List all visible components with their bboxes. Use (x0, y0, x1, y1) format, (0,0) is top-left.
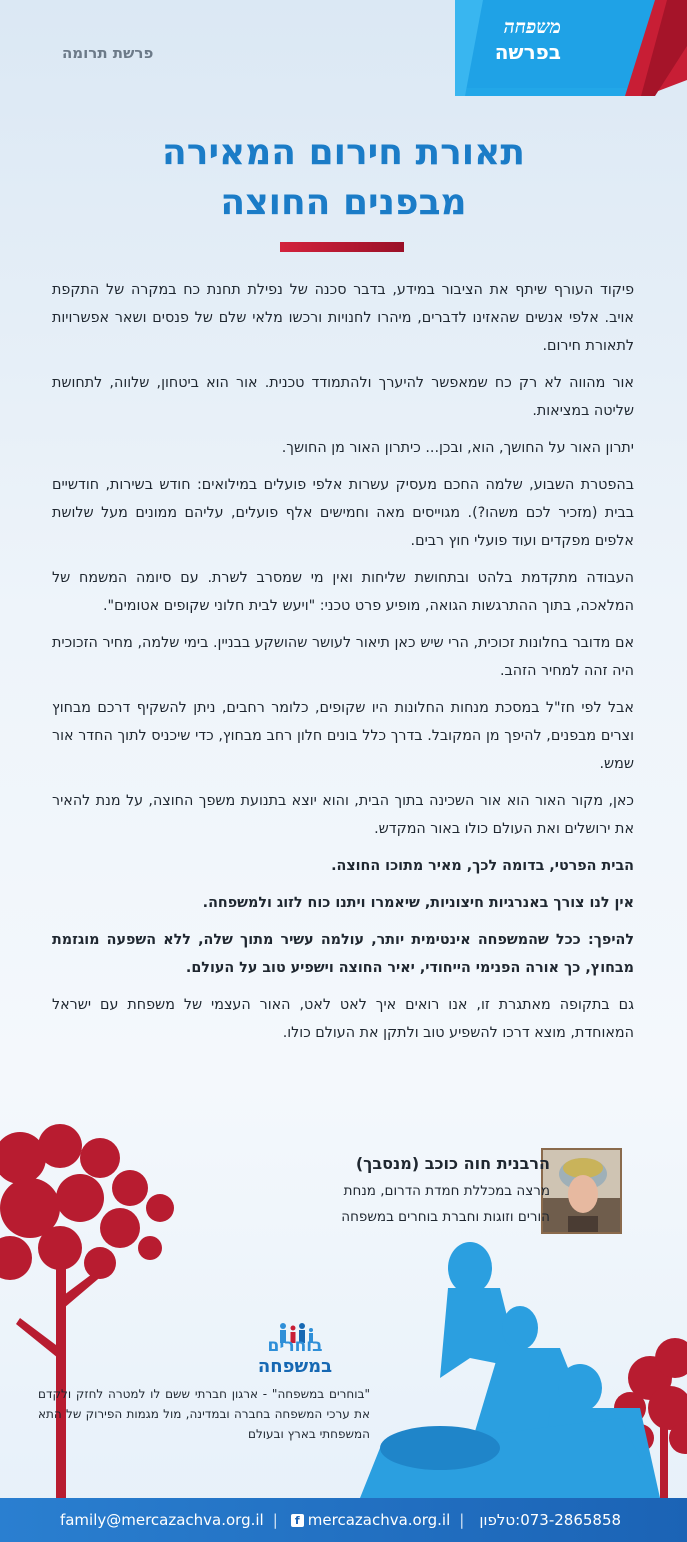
paragraph: יתרון האור על החושך, הוא, ובכן... כיתרון האור מן החושך. (281, 440, 634, 456)
footer-phone-label: טלפון: (479, 1511, 521, 1529)
closing-paragraph: גם בתקופה מאתגרת זו, אנו רואים איך לאט לאט, האור העצמי של משפחת עם ישראל המאוחדת, מוצא דרכו להשפיע טוב ולתקן את העולם כולו. (52, 997, 634, 1041)
paragraph: אם מדובר בחלונות זכוכית, הרי שיש כאן תיאור לעושר שהושקע בבניין. בימי שלמה, מחיר הזכוכית היה זהה למחיר הזהב. (52, 635, 634, 679)
author-description-line: הורים וזוגות וחברת בוחרים במשפחה (341, 1209, 550, 1225)
article-title (0, 128, 687, 228)
paragraph: אבל לפי חז"ל במסכת מנחות החלונות היו שקופים, כלומר רחבים, ניתן להשקיף דרכם מבחוץ וצרים מבפנים, להיפך מן המקובל. בדרך כלל בונים חלון רחב מבחוץ, כדי שיכניס לתוך החדר אור שמש. (52, 700, 634, 772)
footer-separator: | (272, 1511, 278, 1529)
family-parsha-logo (455, 0, 687, 100)
decorative-illustration (0, 1118, 687, 1508)
bold-paragraph: הבית הפרטי, בדומה לכך, מאיר מתוכו החוצה. (331, 858, 634, 874)
family-silhouette (360, 1242, 660, 1498)
org-name-line-1: בוחרים (267, 1336, 323, 1356)
bold-paragraph: אין לנו צורך באנרגיות חיצוניות, שיאמרו ויתנו כוח לזוג ולמשפחה. (202, 895, 634, 911)
paragraph: בהפטרת השבוע, שלמה החכם מעסיק עשרות אלפי פועלים במילואים: חודש בשירות, חודשיים בבית (מזכיר לכם משהו?). מגוייסים מאה וחמישים אלף פועלים, עליהם ממונים מעל שלושת אלפים מפקדים ועוד פועלי חוץ רבים. (52, 477, 634, 549)
parsha-label: פרשת תרומה (62, 44, 154, 62)
logo-line-1: משפחה (503, 16, 561, 38)
paragraph: פיקוד העורף שיתף את הציבור במידע, בדבר סכנה של נפילת תחנת כח במקרה של התקפת אויב. אלפי אנשים שהאזינו לדברים, מיהרו לחנויות ורכשו מלאי שלם של פנסים ושאר אפשרויות לתאורת חירום. (52, 282, 634, 354)
footer-website[interactable]: mercazachva.org.il (307, 1511, 451, 1529)
paragraph: אור מהווה לא רק כח שמאפשר להיערך ולהתמודד טכנית. אור הוא ביטחון, שלווה, לתחושת שליטה במציאות. (52, 375, 634, 419)
footer-separator: | (459, 1511, 465, 1529)
author-name: הרבנית חוה כוכב (מנסבך) (355, 1154, 550, 1173)
org-name-line-2: במשפחה (257, 1356, 333, 1377)
facebook-icon[interactable]: f (291, 1514, 304, 1527)
bold-paragraph: להיפך: ככל שהמשפחה אינטימית יותר, עולמה עשיר מתוך שלה, ללא השפעה מוגזמת מבחוץ, כך אורה הפנימי הייחודי, יאיר החוצה וישפיע טוב על העולם. (52, 932, 634, 976)
title-underline (280, 242, 404, 252)
author-description-line: מרצה במכללת חמדת הדרום, מנחת (343, 1183, 550, 1199)
footer-email[interactable]: family@mercazachva.org.il (59, 1511, 264, 1529)
org-description: "בוחרים במשפחה" - ארגון חברתי ששם לו למטרה לחזק ולקדם את ערכי המשפחה בחברה ובמדינה, מול מגמות הפירוק של התא המשפחתי בארץ ובעולם (38, 1387, 370, 1441)
title-line-1: תאורת חירום המאירה (162, 132, 525, 173)
logo-line-2: בפרשה (494, 40, 561, 64)
paragraph: העבודה מתקדמת בלהט ובתחושת שליחות ואין מי שמסרב לשרת. עם סיומה המשמח של המלאכה, בתוך ההתרגשות הגואה, מופיע פרט טכני: "ויעש לבית חלוני שקופים אטומים". (52, 570, 634, 614)
paragraph: כאן, מקור האור הוא אור השכינה בתוך הבית, והוא יוצא בתנועת משפך החוצה, על מנת להאיר את ירושלים ואת העולם כולו באור המקדש. (52, 793, 634, 837)
contact-footer (0, 1498, 687, 1542)
article-body (52, 276, 634, 1056)
title-line-2: מבפנים החוצה (220, 182, 467, 223)
footer-phone[interactable]: 073-2865858 (520, 1511, 622, 1529)
logo-badge-shape (455, 0, 687, 100)
